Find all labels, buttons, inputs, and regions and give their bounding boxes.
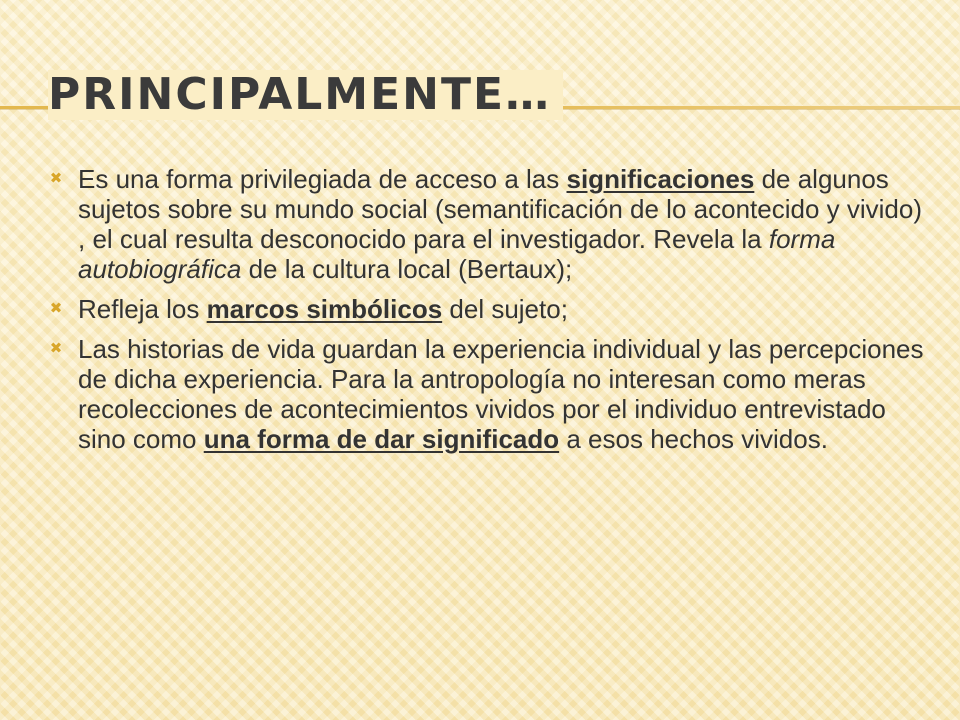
bullet-text xyxy=(78,164,924,284)
bullet-1-emphasis: significaciones xyxy=(566,164,755,194)
bullet-1-part-1: Es una forma privilegiada de acceso a las xyxy=(78,164,567,194)
x-mark-icon: ✖ xyxy=(49,299,63,317)
bullet-item-2 xyxy=(44,294,924,324)
bullet-item-1 xyxy=(44,164,924,284)
x-mark-icon: ✖ xyxy=(49,169,63,187)
bullet-text xyxy=(78,334,924,454)
bullet-1-part-5: de la cultura local (Bertaux); xyxy=(241,254,573,284)
bullet-item-3 xyxy=(44,334,924,454)
slide-title: PRINCIPALMENTE… xyxy=(48,70,563,120)
bullet-1-part-3: de algunos sujetos sobre su mundo social (semantificación de lo acontecido y vivido) , el cual resulta desconocido para el investigador. Revela la xyxy=(78,164,922,254)
bullet-3-part-3: a esos hechos vividos. xyxy=(559,424,828,454)
bullet-2-part-1: Refleja los xyxy=(78,294,207,324)
bullet-2-part-3: del sujeto; xyxy=(442,294,568,324)
bullet-2-emphasis: marcos simbólicos xyxy=(206,294,443,324)
bullet-1-italic: forma autobiográfica xyxy=(78,224,836,284)
bullet-text xyxy=(78,294,924,324)
bullet-list xyxy=(44,164,924,464)
bullet-3-emphasis: una forma de dar significado xyxy=(203,424,560,454)
bullet-3-part-1: Las historias de vida guardan la experiencia individual y las percepciones de dicha experiencia. Para la antropología no interesan como meras recolecciones de acontecimientos vividos por el individuo entrevistado sino como xyxy=(78,334,924,454)
x-mark-icon: ✖ xyxy=(49,339,63,357)
